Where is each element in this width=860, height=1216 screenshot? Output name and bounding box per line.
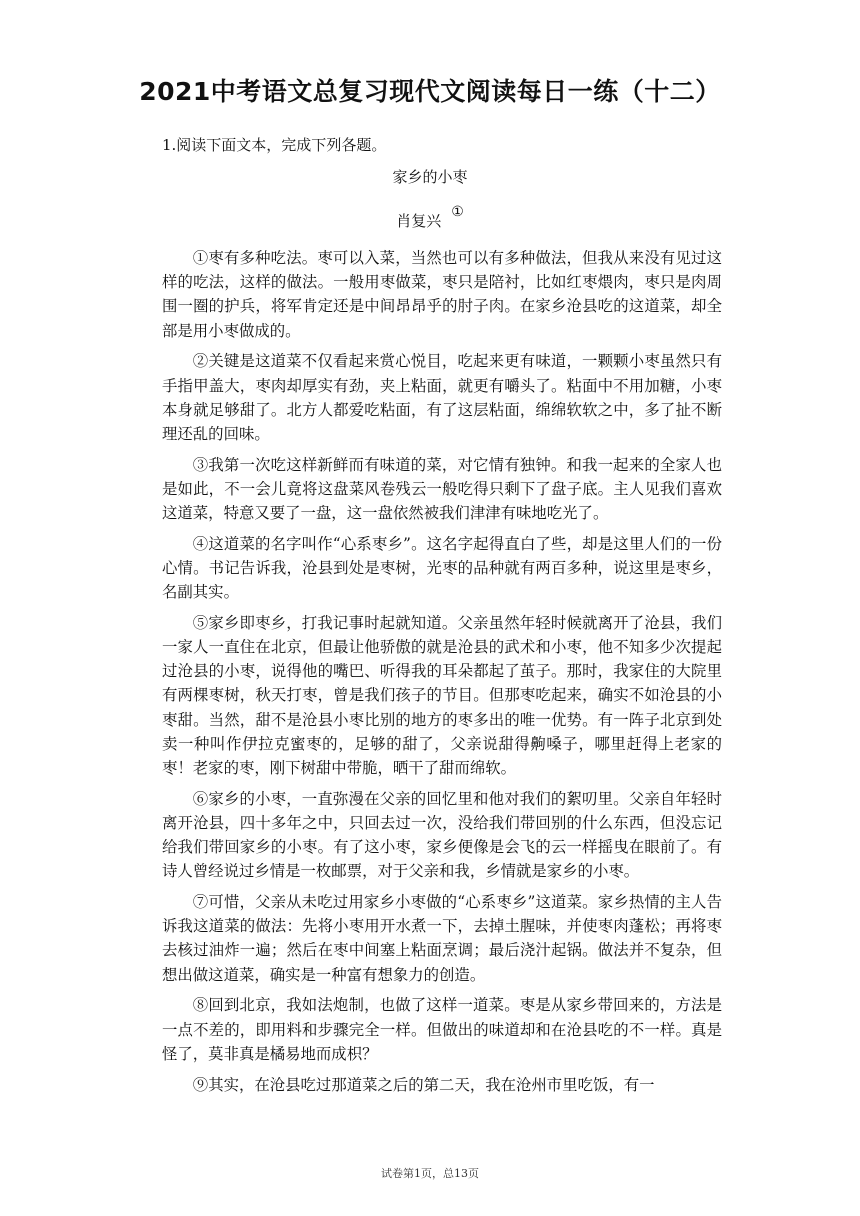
article-body (162, 246, 722, 1103)
paragraph: ⑧回到北京，我如法炮制，也做了这样一道菜。枣是从家乡带回来的，方法是一点不差的，即用料和步骤完全一样。但做出的味道却和在沧县吃的不一样。真是怪了，莫非真是橘易地而成枳？ (162, 996, 722, 1063)
paragraph: ⑦可惜，父亲从未吃过用家乡小枣做的“心系枣乡”这道菜。家乡热情的主人告诉我这道菜的做法：先将小枣用开水煮一下，去掉土腥味，并使枣肉蓬松；再将枣去核过油炸一遍；然后在枣中间塞上粘面烹调；最后浇汁起锅。做法并不复杂，但想出做这道菜，确实是一种富有想象力的创造。 (162, 893, 722, 984)
paragraph: ⑤家乡即枣乡，打我记事时起就知道。父亲虽然年轻时候就离开了沧县，我们一家人一直住在北京，但最让他骄傲的就是沧县的武术和小枣，他不知多少次提起过沧县的小枣，说得他的嘴巴、听得我的耳朵都起了茧子。那时，我家住的大院里有两棵枣树，秋天打枣，曾是我们孩子的节目。但那枣吃起来，确实不如沧县的小枣甜。当然，甜不是沧县小枣比别的地方的枣多出的唯一优势。有一阵子北京到处卖一种叫作伊拉克蜜枣的，足够的甜了，父亲说甜得齁嗓子，哪里赶得上老家的枣！老家的枣，刚下树甜中带脆，晒干了甜而绵软。 (162, 613, 722, 778)
paragraph: ③我第一次吃这样新鲜而有味道的菜，对它情有独钟。和我一起来的全家人也是如此，不一会儿竟将这盘菜风卷残云一般吃得只剩下了盘子底。主人见我们喜欢这道菜，特意又要了一盘，这一盘依然被我们津津有味地吃光了。 (162, 455, 722, 523)
author-footnote-marker: ① (451, 204, 464, 220)
paragraph: ⑨其实，在沧县吃过那道菜之后的第二天，我在沧州市里吃饭，有一 (192, 1075, 655, 1094)
author-name: 肖复兴 (396, 212, 442, 230)
question-instruction: 1.阅读下面文本，完成下列各题。 (162, 136, 387, 154)
paragraph: ①枣有多种吃法。枣可以入菜，当然也可以有多种做法，但我从来没有见过这样的吃法，这样的做法。一般用枣做菜，枣只是陪衬，比如红枣煨肉，枣只是肉周围一圈的护兵，将军肯定还是中间昂昂乎的肘子肉。在家乡沧县吃的这道菜，却全部是用小枣做成的。 (162, 249, 722, 340)
page-footer: 试卷第1页，总13页 (381, 1167, 479, 1180)
article-title: 家乡的小枣 (392, 168, 468, 186)
article-author (0, 204, 860, 231)
paragraph: ④这道菜的名字叫作“心系枣乡”。这名字起得直白了些，却是这里人们的一份心情。书记告诉我，沧县到处是枣树，光枣的品种就有两百多种，说这里是枣乡，名副其实。 (162, 534, 722, 602)
paragraph: ⑥家乡的小枣，一直弥漫在父亲的回忆里和他对我们的絮叨里。父亲自年轻时离开沧县，四十多年之中，只回去过一次，没给我们带回别的什么东西，但没忘记给我们带回家乡的小枣。有了这小枣，家乡便像是会飞的云一样摇曳在眼前了。有诗人曾经说过乡情是一枚邮票，对于父亲和我，乡情就是家乡的小枣。 (162, 789, 722, 881)
page-title: 2021中考语文总复习现代文阅读每日一练（十二） (139, 77, 721, 106)
paragraph: ②关键是这道菜不仅看起来赏心悦目，吃起来更有味道，一颗颗小枣虽然只有手指甲盖大，枣肉却厚实有劲，夹上粘面，就更有嚼头了。粘面中不用加糖，小枣本身就足够甜了。北方人都爱吃粘面，有了这层粘面，绵绵软软之中，多了扯不断理还乱的回味。 (162, 352, 722, 443)
